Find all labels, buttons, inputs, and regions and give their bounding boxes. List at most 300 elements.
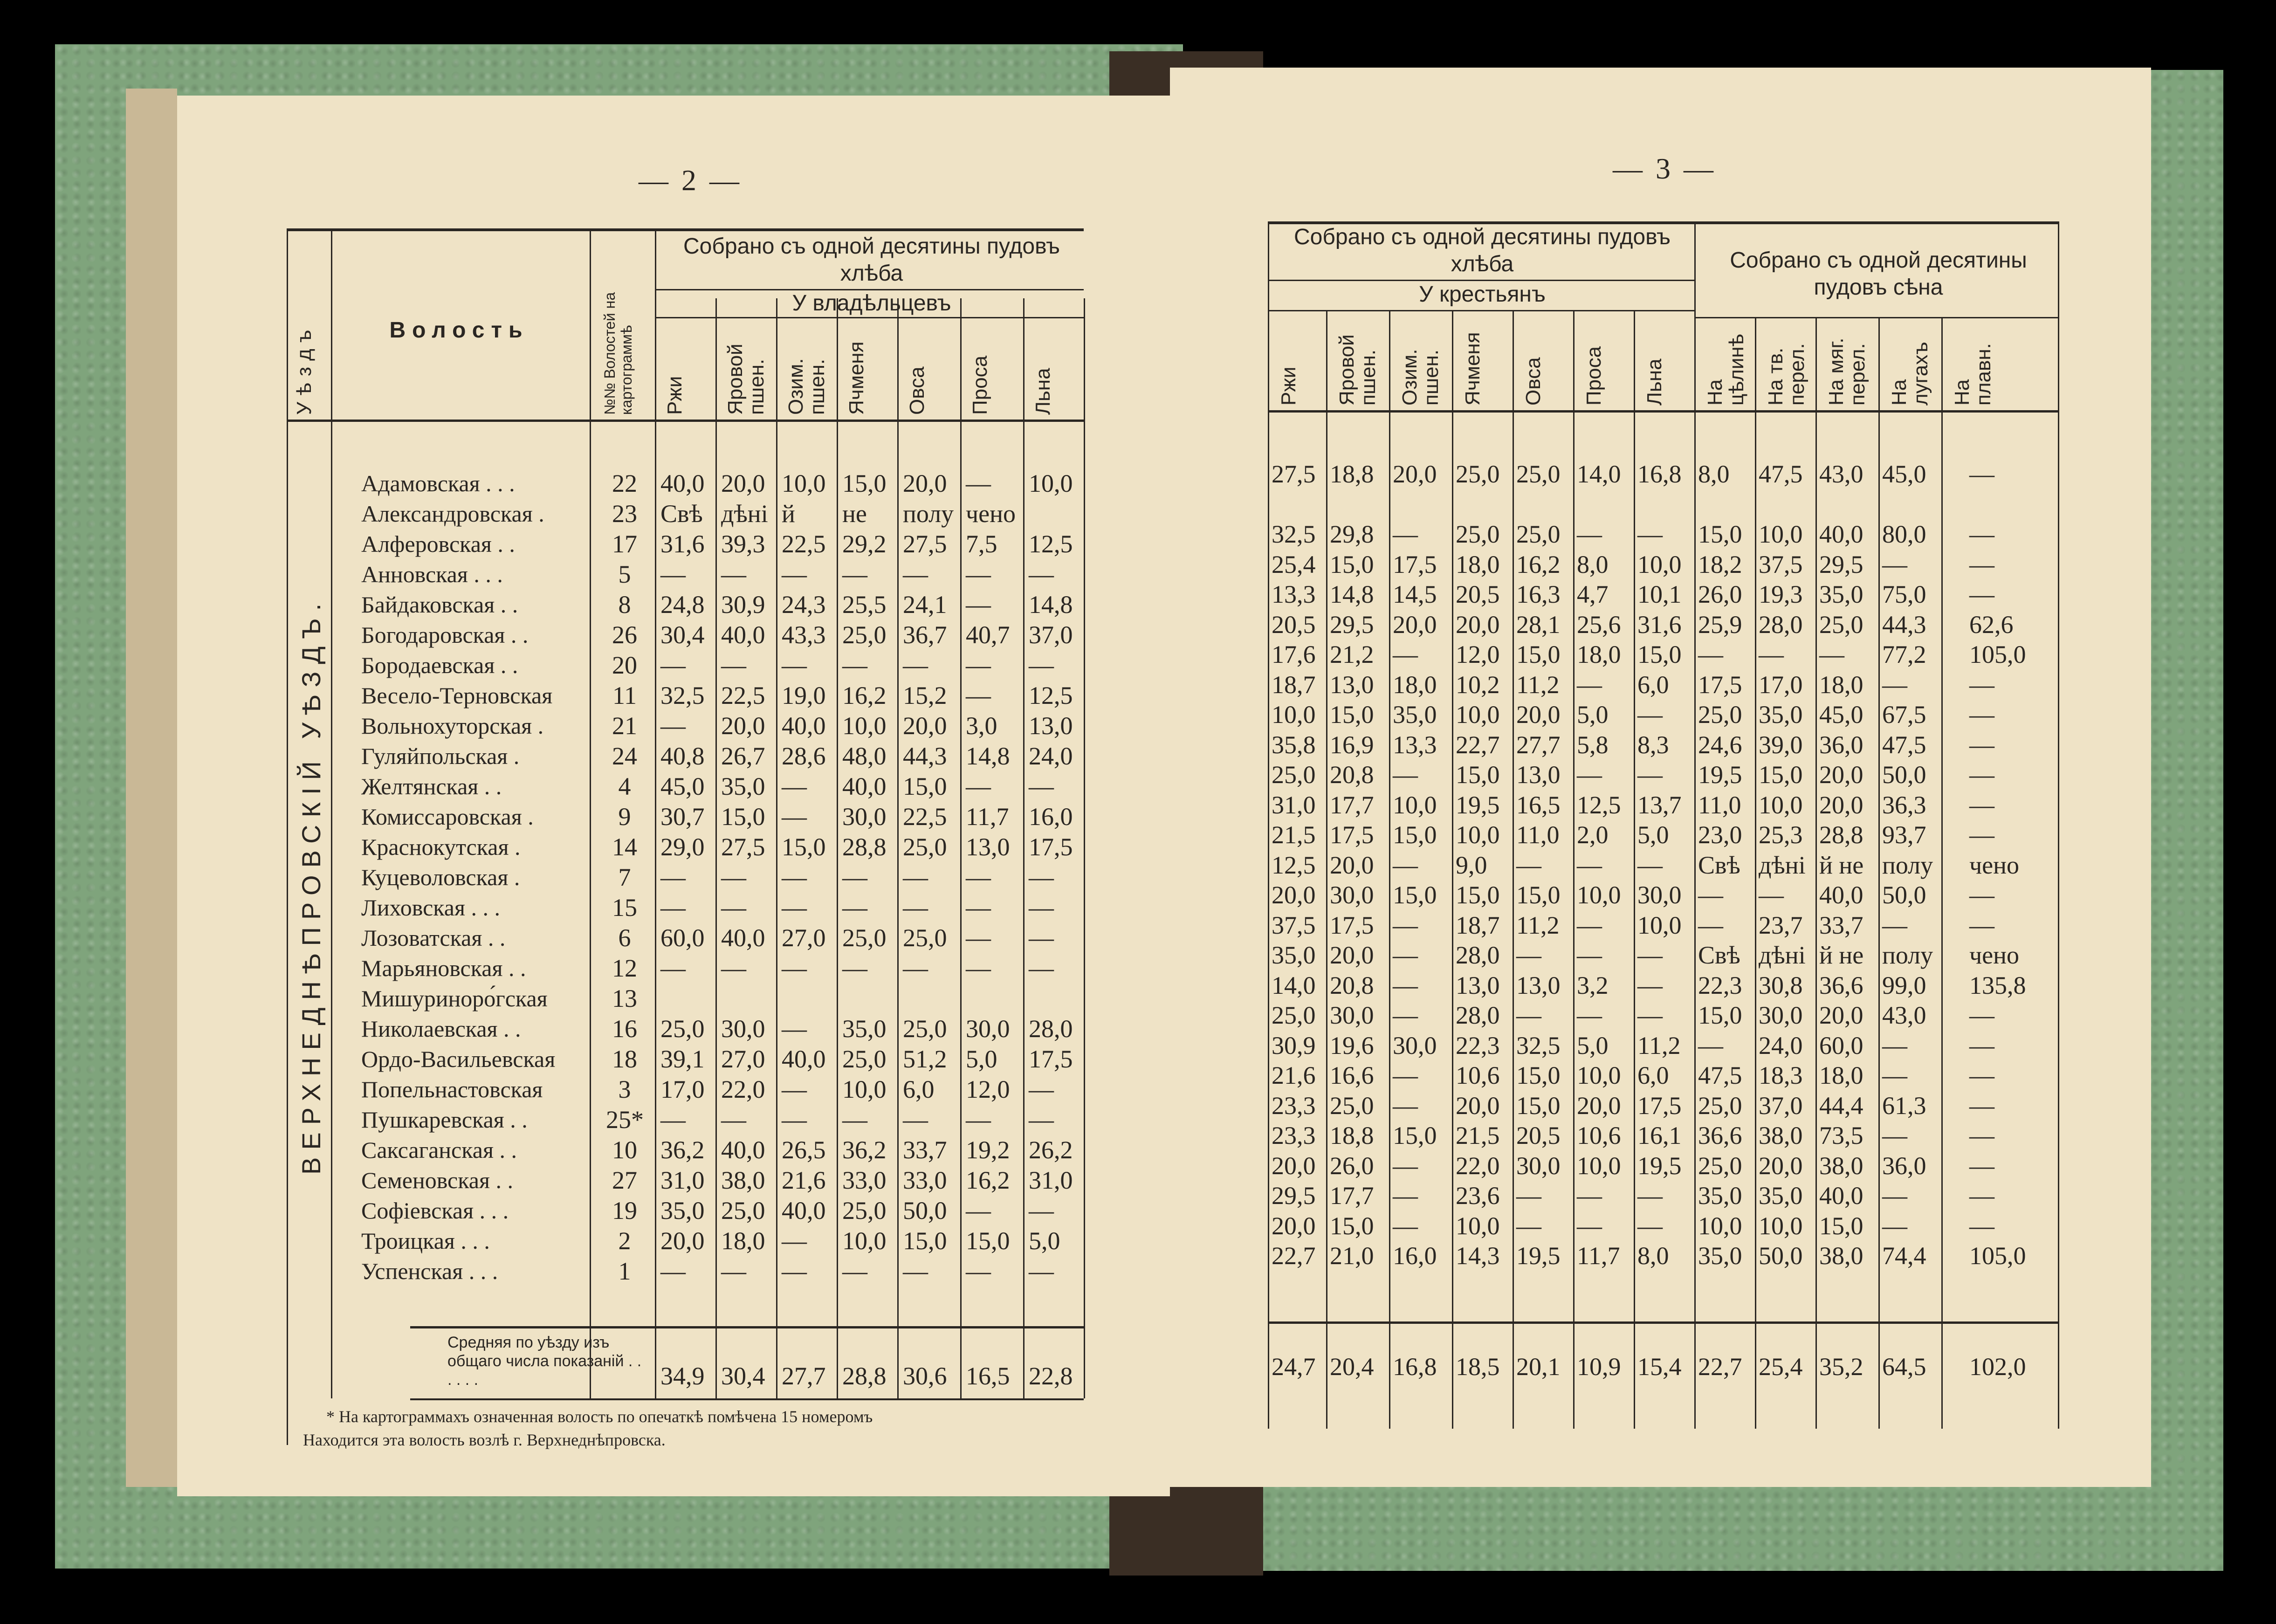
data-cell: 20,0 — [721, 712, 765, 740]
data-cell: — — [782, 1075, 807, 1103]
data-cell: 20,0 — [1393, 460, 1437, 488]
data-cell: — — [1577, 670, 1602, 699]
data-cell: — — [966, 1197, 991, 1225]
data-cell: 37,0 — [1759, 1091, 1803, 1120]
data-cell: 30,0 — [1759, 1001, 1803, 1029]
data-cell: 5,0 — [1029, 1227, 1060, 1255]
volost-number: 27 — [612, 1166, 637, 1194]
data-cell: — — [1698, 1031, 1723, 1060]
data-cell: 15,0 — [1330, 701, 1374, 729]
volost-number: 9 — [618, 803, 631, 831]
data-cell: дѣні — [721, 500, 768, 528]
data-cell: дѣні — [1759, 941, 1806, 969]
data-cell: — — [1393, 941, 1418, 969]
data-cell: 80,0 — [1882, 520, 1926, 548]
column-rule — [1084, 298, 1085, 1398]
data-cell: — — [1969, 1211, 1994, 1240]
data-cell: 15,0 — [903, 1227, 947, 1255]
data-cell: — — [1637, 761, 1663, 789]
column-rule — [1326, 310, 1327, 1429]
data-cell: Свѣ — [1698, 941, 1740, 969]
data-cell: 25,0 — [1456, 520, 1500, 548]
data-cell: 24,6 — [1698, 730, 1742, 759]
data-cell: дѣні — [1759, 851, 1806, 879]
data-cell: 27,7 — [1516, 730, 1561, 759]
data-cell: 17,5 — [1029, 833, 1073, 861]
data-cell: 40,0 — [1819, 520, 1863, 548]
data-cell: 13,0 — [1456, 971, 1500, 999]
data-cell: 40,0 — [1819, 881, 1863, 909]
average-cell: 30,6 — [903, 1362, 947, 1390]
data-cell: Свѣ — [1698, 851, 1740, 879]
data-cell: — — [1393, 1091, 1418, 1120]
data-cell: 25,0 — [1698, 1151, 1742, 1180]
data-cell: 25,0 — [903, 1015, 947, 1043]
data-cell: 37,0 — [1029, 621, 1073, 649]
data-cell: 29,8 — [1330, 520, 1374, 548]
data-cell: — — [1029, 651, 1054, 679]
data-cell: — — [1029, 560, 1054, 588]
data-cell: 36,2 — [660, 1136, 705, 1164]
data-cell: 19,6 — [1330, 1031, 1374, 1060]
data-cell: 29,0 — [660, 833, 705, 861]
data-cell: 23,7 — [1759, 911, 1803, 939]
data-cell: 20,0 — [1272, 881, 1316, 909]
data-cell: 17,5 — [1330, 911, 1374, 939]
data-cell: 15,0 — [1698, 1001, 1742, 1029]
data-cell: 12,5 — [1029, 681, 1073, 709]
data-cell: 23,3 — [1272, 1122, 1316, 1149]
volost-name: Байдаковская . . — [361, 592, 518, 618]
volost-number: 16 — [612, 1015, 637, 1043]
data-cell: 15,0 — [1819, 1211, 1863, 1240]
column-rule — [1513, 310, 1514, 1429]
bottom-rule — [410, 1398, 1084, 1400]
data-cell: 30,8 — [1759, 971, 1803, 999]
data-cell: 40,0 — [721, 1136, 765, 1164]
data-cell: 28,1 — [1516, 610, 1561, 639]
data-cell: 20,0 — [1819, 791, 1863, 819]
data-cell: 15,0 — [1393, 1122, 1437, 1149]
data-cell: 36,7 — [903, 621, 947, 649]
data-cell: 12,0 — [1456, 640, 1500, 668]
data-cell: — — [966, 469, 991, 497]
data-cell: 35,0 — [842, 1015, 887, 1043]
data-cell: — — [842, 894, 867, 922]
data-cell: 17,7 — [1330, 1182, 1374, 1210]
data-cell: — — [660, 954, 686, 982]
data-cell: — — [966, 772, 991, 800]
data-cell: — — [903, 954, 928, 982]
data-cell: 27,5 — [1272, 460, 1316, 488]
column-rule — [776, 298, 777, 1398]
data-cell: 40,0 — [782, 1045, 826, 1073]
data-cell: — — [782, 1257, 807, 1285]
data-cell: 35,0 — [660, 1197, 705, 1225]
data-cell: 25,0 — [1516, 520, 1561, 548]
average-cell: 24,7 — [1272, 1353, 1316, 1381]
volost-header: Волость — [389, 318, 529, 343]
data-cell: 10,0 — [842, 1227, 887, 1255]
data-cell: 25,0 — [1698, 1091, 1742, 1120]
data-cell: 30,7 — [660, 803, 705, 831]
data-cell: 10,0 — [1637, 550, 1682, 578]
crop-header: Проса — [969, 355, 991, 415]
data-cell: 36,0 — [1882, 1151, 1926, 1180]
volost-name: Александровская . — [361, 501, 544, 527]
data-cell: — — [1969, 460, 1994, 488]
data-cell: — — [1516, 1001, 1541, 1029]
volost-name: Краснокутская . — [361, 834, 521, 860]
data-cell: — — [966, 863, 991, 891]
header-rule — [1268, 410, 2058, 413]
data-cell: — — [966, 894, 991, 922]
peasants-subheader: У крестьянъ — [1419, 282, 1546, 307]
data-cell: й не — [1819, 941, 1864, 969]
average-cell: 28,8 — [842, 1362, 887, 1390]
volost-name: Попельнастовская — [361, 1076, 543, 1102]
data-cell: 20,0 — [1330, 941, 1374, 969]
crop-header: Ржи — [1277, 366, 1300, 406]
data-cell: 25,0 — [903, 924, 947, 952]
data-cell: 35,0 — [1819, 580, 1863, 608]
data-cell: 74,4 — [1882, 1242, 1926, 1270]
average-rule — [410, 1326, 1084, 1328]
data-cell: полу — [1882, 851, 1933, 879]
data-cell: 35,0 — [721, 772, 765, 800]
data-cell: — — [1029, 1197, 1054, 1225]
data-cell: — — [842, 1106, 867, 1134]
average-cell: 20,4 — [1330, 1353, 1374, 1381]
data-cell: — — [1393, 1151, 1418, 1180]
data-cell: — — [782, 1106, 807, 1134]
crop-header: Ржи — [663, 376, 686, 415]
data-cell: 10,0 — [1456, 701, 1500, 729]
data-cell: 18,2 — [1698, 550, 1742, 578]
table-top-rule — [287, 228, 1084, 231]
data-cell: 18,0 — [1819, 1061, 1863, 1089]
average-cell: 25,4 — [1759, 1353, 1803, 1381]
volost-name: Куцеволовская . — [361, 864, 520, 890]
data-cell: не — [842, 500, 867, 528]
volost-number: 23 — [612, 500, 637, 528]
data-cell: полу — [903, 500, 954, 528]
average-cell: 22,7 — [1698, 1353, 1742, 1381]
data-cell: — — [842, 863, 867, 891]
data-cell: 10,6 — [1577, 1122, 1621, 1149]
data-cell: 30,0 — [1330, 1001, 1374, 1029]
data-cell: 17,7 — [1330, 791, 1374, 819]
data-cell: 15,0 — [1516, 1091, 1561, 1120]
data-cell: 21,5 — [1456, 1122, 1500, 1149]
data-cell: 25,0 — [1819, 610, 1863, 639]
volost-name: Вольнохуторская . — [361, 713, 544, 739]
data-cell: 20,0 — [1819, 1001, 1863, 1029]
column-rule — [1268, 221, 1269, 1429]
data-cell: 50,0 — [1882, 881, 1926, 909]
data-cell: 6,0 — [1637, 1061, 1669, 1089]
data-cell: 20,0 — [1759, 1151, 1803, 1180]
volost-number: 13 — [612, 984, 637, 1012]
data-cell: 17,0 — [1759, 670, 1803, 699]
data-cell: 10,0 — [1577, 881, 1621, 909]
average-cell: 20,1 — [1516, 1353, 1561, 1381]
data-cell: 45,0 — [1882, 460, 1926, 488]
data-cell: 20,0 — [1393, 610, 1437, 639]
data-cell: 30,0 — [1330, 881, 1374, 909]
column-rule — [1815, 317, 1817, 1429]
volost-name: Мишуриноро́гская — [361, 985, 548, 1012]
data-cell: 12,5 — [1272, 851, 1316, 879]
data-cell: 18,8 — [1330, 1122, 1374, 1149]
data-cell: 35,0 — [1393, 701, 1437, 729]
data-cell: — — [1969, 881, 1994, 909]
data-cell: — — [1882, 1122, 1907, 1149]
footnote-line-2: Находится эта волость возлѣ г. Верхнеднѣпровска. — [303, 1431, 666, 1449]
column-rule — [1023, 298, 1025, 1398]
data-cell: 16,0 — [1029, 803, 1073, 831]
data-cell: 15,0 — [1759, 761, 1803, 789]
average-cell: 34,9 — [660, 1362, 705, 1390]
data-cell: 31,0 — [1029, 1166, 1073, 1194]
data-cell: 40,0 — [782, 1197, 826, 1225]
data-cell: — — [1516, 941, 1541, 969]
volost-name: Успенская . . . — [361, 1258, 498, 1284]
data-cell: 10,0 — [1637, 911, 1682, 939]
column-rule — [1755, 317, 1756, 1429]
column-rule — [331, 228, 332, 1398]
data-cell: — — [1393, 1182, 1418, 1210]
data-cell: 45,0 — [660, 772, 705, 800]
data-cell: 15,0 — [903, 772, 947, 800]
data-cell: 11,2 — [1516, 911, 1560, 939]
data-cell: — — [1969, 1001, 1994, 1029]
grain-group-header: Собрано съ одной десятины пудовъ хлѣба — [1294, 225, 1671, 276]
data-cell: — — [966, 560, 991, 588]
data-cell: 33,0 — [842, 1166, 887, 1194]
data-cell: 10,0 — [842, 1075, 887, 1103]
hay-header: На цѣлинѣ — [1704, 334, 1748, 406]
data-cell: — — [1969, 730, 1994, 759]
data-cell: — — [1516, 1182, 1541, 1210]
data-cell: 30,9 — [1272, 1031, 1316, 1060]
data-cell: 60,0 — [660, 924, 705, 952]
data-cell: 24,0 — [1029, 742, 1073, 770]
data-cell: 11,7 — [966, 803, 1009, 831]
data-cell: 10,0 — [1029, 469, 1073, 497]
data-cell: 10,6 — [1456, 1061, 1500, 1089]
footnote-line-1: * На картограммахъ означенная волость по опечаткѣ помѣчена 15 номеромъ — [326, 1407, 873, 1426]
data-cell: 32,5 — [1272, 520, 1316, 548]
data-cell: 11,0 — [1698, 791, 1741, 819]
data-cell: 20,0 — [1272, 1151, 1316, 1180]
data-cell: 28,6 — [782, 742, 826, 770]
data-cell: 15,0 — [842, 469, 887, 497]
data-cell: 18,0 — [1393, 670, 1437, 699]
column-rule — [1389, 310, 1390, 1429]
data-cell: 17,0 — [660, 1075, 705, 1103]
data-cell: 25,0 — [842, 1197, 887, 1225]
volost-name: Марьяновская . . — [361, 955, 526, 981]
data-cell: 75,0 — [1882, 580, 1926, 608]
volost-number: 12 — [612, 954, 637, 982]
volost-number: 8 — [618, 591, 631, 619]
data-cell: 12,0 — [966, 1075, 1010, 1103]
volost-name: Софіевская . . . — [361, 1197, 509, 1224]
volost-name: Троицкая . . . — [361, 1228, 490, 1254]
average-cell: 16,5 — [966, 1362, 1010, 1390]
data-cell: — — [1969, 1151, 1994, 1180]
data-cell: — — [1882, 550, 1907, 578]
data-cell: 17,5 — [1698, 670, 1742, 699]
data-cell: 25,0 — [903, 833, 947, 861]
data-cell: — — [1577, 1001, 1602, 1029]
volost-name: Бородаевская . . — [361, 652, 518, 678]
data-cell: 8,0 — [1637, 1242, 1669, 1270]
owners-subheader: У владѣльцевъ — [792, 291, 951, 316]
uezd-name: ВЕРХНЕДНѢПРОВСКІЙ УѢЗДЪ. — [296, 596, 326, 1175]
data-cell: 14,3 — [1456, 1242, 1500, 1270]
data-cell: 10,0 — [1456, 1211, 1500, 1240]
data-cell: — — [1759, 640, 1784, 668]
data-cell: 25,0 — [842, 1045, 887, 1073]
data-cell: 20,0 — [1516, 701, 1561, 729]
data-cell: 14,8 — [1029, 591, 1073, 619]
data-cell: — — [782, 560, 807, 588]
data-cell: — — [842, 560, 867, 588]
data-cell: 18,3 — [1759, 1061, 1803, 1089]
data-cell: — — [1029, 1106, 1054, 1134]
data-cell: 18,7 — [1456, 911, 1500, 939]
data-cell: — — [966, 954, 991, 982]
hay-header: На лугахъ — [1888, 342, 1932, 406]
data-cell: 25,9 — [1698, 610, 1742, 639]
data-cell: — — [721, 954, 746, 982]
data-cell: 16,8 — [1637, 460, 1682, 488]
data-cell: 6,0 — [903, 1075, 935, 1103]
data-cell: 40,0 — [782, 712, 826, 740]
data-cell: — — [1577, 941, 1602, 969]
data-cell: чено — [1969, 851, 2020, 879]
subheader-rule — [655, 317, 1084, 318]
data-cell: 20,0 — [903, 712, 947, 740]
data-cell: 5,0 — [1577, 701, 1609, 729]
data-cell: — — [1516, 1211, 1541, 1240]
data-cell: 11,0 — [1516, 821, 1560, 849]
number-header: №№ Волостей на картограммѣ — [601, 292, 635, 415]
data-cell: 8,0 — [1698, 460, 1730, 488]
data-cell: 18,0 — [1819, 670, 1863, 699]
data-cell: — — [660, 863, 686, 891]
average-cell: 10,9 — [1577, 1353, 1621, 1381]
data-cell: — — [1698, 881, 1723, 909]
average-cell: 30,4 — [721, 1362, 765, 1390]
data-cell: 38,0 — [721, 1166, 765, 1194]
data-cell: 26,0 — [1698, 580, 1742, 608]
volost-name: Желтянская . . — [361, 773, 502, 799]
data-cell: 22,7 — [1456, 730, 1500, 759]
data-cell: 17,5 — [1637, 1091, 1682, 1120]
page-number-right: — 3 — — [1613, 152, 1716, 185]
hay-subheader-rule — [1694, 317, 2058, 318]
average-label: Средняя по уѣзду изъ общаго числа показаній . . . . . . — [447, 1334, 642, 1389]
data-cell: — — [1969, 701, 1994, 729]
column-rule — [1878, 317, 1880, 1429]
data-cell: 39,1 — [660, 1045, 705, 1073]
average-cell: 16,8 — [1393, 1353, 1437, 1381]
data-cell: — — [721, 1257, 746, 1285]
data-cell: — — [1029, 954, 1054, 982]
data-cell: — — [1637, 1211, 1663, 1240]
data-cell: — — [1577, 520, 1602, 548]
data-cell: — — [660, 1106, 686, 1134]
volost-name: Ордо-Васильевская — [361, 1046, 556, 1072]
data-cell: 29,5 — [1272, 1182, 1316, 1210]
data-cell: 22,3 — [1698, 971, 1742, 999]
data-cell: 10,0 — [1393, 791, 1437, 819]
volost-number: 19 — [612, 1197, 637, 1225]
data-cell: 21,5 — [1272, 821, 1316, 849]
data-cell: 47,5 — [1698, 1061, 1742, 1089]
data-cell: — — [842, 651, 867, 679]
data-cell: — — [721, 560, 746, 588]
data-cell: 47,5 — [1882, 730, 1926, 759]
crop-header: Яровой пшен. — [724, 344, 768, 415]
data-cell: — — [1393, 971, 1418, 999]
data-cell: — — [721, 1106, 746, 1134]
data-cell: 16,3 — [1516, 580, 1561, 608]
data-cell: 48,0 — [842, 742, 887, 770]
data-cell: 32,5 — [660, 681, 705, 709]
volost-number: 17 — [612, 530, 637, 558]
data-cell: 29,2 — [842, 530, 887, 558]
data-cell: 21,6 — [782, 1166, 826, 1194]
data-cell: 2,0 — [1577, 821, 1609, 849]
data-cell: й — [782, 500, 795, 528]
data-cell: полу — [1882, 941, 1933, 969]
data-cell: 43,3 — [782, 621, 826, 649]
data-cell: 50,0 — [1759, 1242, 1803, 1270]
data-cell: — — [966, 1106, 991, 1134]
data-cell: 17,5 — [1029, 1045, 1073, 1073]
data-cell: 20,5 — [1516, 1122, 1561, 1149]
data-cell: 29,5 — [1330, 610, 1374, 639]
data-cell: 39,3 — [721, 530, 765, 558]
data-cell: — — [1969, 1061, 1994, 1089]
data-cell: 16,2 — [1516, 550, 1561, 578]
data-cell: 14,8 — [966, 742, 1010, 770]
data-cell: 35,0 — [1272, 941, 1316, 969]
data-cell: 21,2 — [1330, 640, 1374, 668]
column-rule — [1941, 317, 1943, 1429]
data-cell: — — [1882, 1061, 1907, 1089]
data-cell: 21,6 — [1272, 1061, 1316, 1089]
data-cell: 10,0 — [1577, 1061, 1621, 1089]
data-cell: 20,0 — [1577, 1091, 1621, 1120]
data-cell: — — [1969, 1122, 1994, 1149]
data-cell: 30,0 — [1393, 1031, 1437, 1060]
data-cell: 38,0 — [1819, 1151, 1863, 1180]
data-cell: 16,1 — [1637, 1122, 1682, 1149]
data-cell: 28,8 — [1819, 821, 1863, 849]
data-cell: 22,0 — [1456, 1151, 1500, 1180]
data-cell: — — [966, 651, 991, 679]
data-cell: 20,0 — [721, 469, 765, 497]
data-cell: 15,0 — [1637, 640, 1682, 668]
average-cell: 22,8 — [1029, 1362, 1073, 1390]
data-cell: 25,0 — [1698, 701, 1742, 729]
data-cell: 40,0 — [842, 772, 887, 800]
